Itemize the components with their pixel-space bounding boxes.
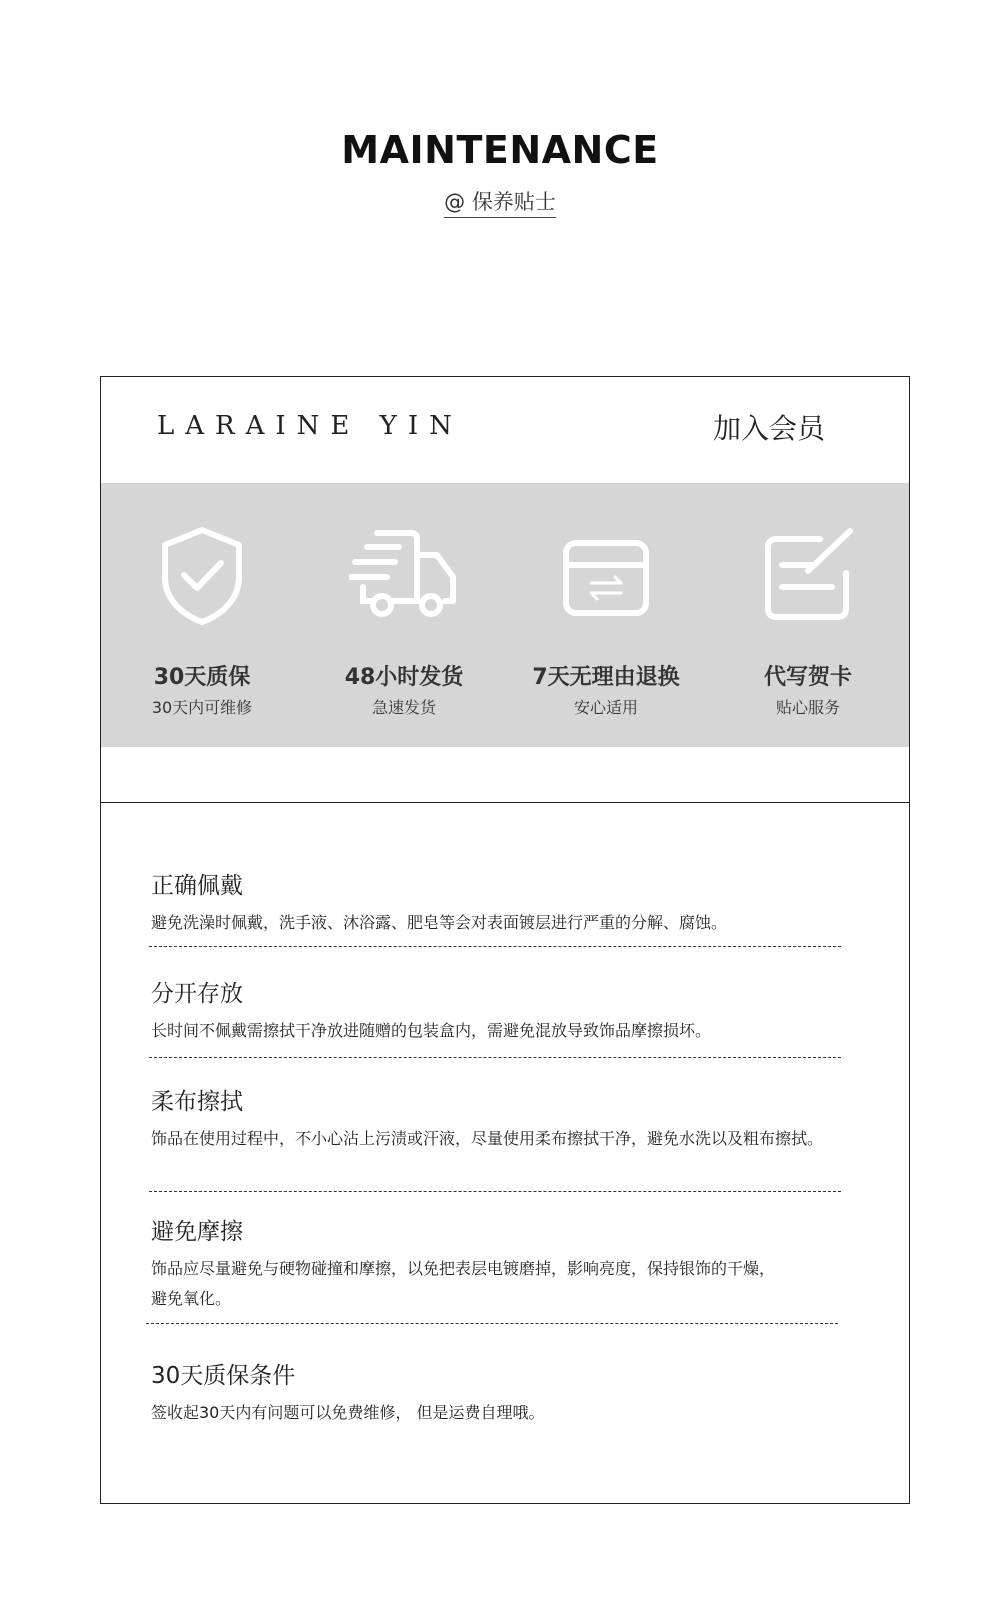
tip-title: 30天质保条件 [151, 1363, 296, 1389]
dashed-separator [146, 1323, 838, 1324]
service-features-band [101, 483, 909, 747]
tip-title: 分开存放 [151, 981, 243, 1007]
tip-text: 避免洗澡时佩戴，洗手液、沐浴露、肥皂等会对表面镀层进行严重的分解、腐蚀。 [151, 913, 728, 932]
dashed-separator [149, 1191, 841, 1192]
tip-wear [151, 867, 871, 938]
dashed-separator [149, 1057, 841, 1058]
tip-title: 避免摩擦 [151, 1219, 243, 1245]
tip-title: 柔布擦拭 [151, 1089, 243, 1115]
feature-title: 48小时发货 [344, 665, 464, 690]
join-member-link[interactable]: 加入会员 [713, 412, 826, 445]
tip-text: 签收起30天内有问题可以免费维修， 但是运费自理哦。 [151, 1403, 545, 1422]
tip-text: 饰品应尽量避免与硬物碰撞和摩擦，以免把表层电镀磨掉，影响亮度，保持银饰的干燥， [151, 1259, 776, 1278]
feature-subtitle: 贴心服务 [775, 698, 840, 717]
feature-return [505, 483, 707, 747]
tip-title: 正确佩戴 [151, 873, 243, 899]
tip-storage [151, 975, 871, 1046]
tip-cleaning [151, 1083, 871, 1154]
tip-warranty-terms [151, 1357, 871, 1428]
return-box-icon [561, 525, 651, 625]
write-card-icon [758, 525, 858, 625]
page-subtitle: @ 保养贴士 [0, 186, 1000, 216]
brand-logo: LARAINE YIN [157, 411, 463, 441]
tip-text: 饰品在使用过程中，不小心沾上污渍或汗液，尽量使用柔布擦拭干净，避免水洗以及粗布擦拭。 [151, 1129, 824, 1148]
tip-friction [151, 1213, 871, 1314]
feature-title: 30天质保 [153, 665, 251, 690]
feature-title: 代写贺卡 [763, 665, 852, 690]
tip-text-line2: 避免氧化。 [151, 1289, 232, 1308]
feature-subtitle: 急速发货 [371, 698, 436, 717]
page-title: MAINTENANCE [341, 128, 659, 172]
feature-title: 7天无理由退换 [532, 665, 680, 690]
shield-check-icon [157, 525, 247, 625]
delivery-truck-icon [349, 525, 459, 625]
feature-warranty [101, 483, 303, 747]
feature-subtitle: 30天内可维修 [151, 698, 253, 717]
section-divider [101, 802, 909, 803]
feature-shipping [303, 483, 505, 747]
dashed-separator [149, 946, 841, 947]
feature-subtitle: 安心适用 [573, 698, 638, 717]
maintenance-card [100, 376, 910, 1504]
tip-text: 长时间不佩戴需擦拭干净放进随赠的包装盒内，需避免混放导致饰品摩擦损坏。 [151, 1021, 712, 1040]
feature-card [707, 483, 909, 747]
